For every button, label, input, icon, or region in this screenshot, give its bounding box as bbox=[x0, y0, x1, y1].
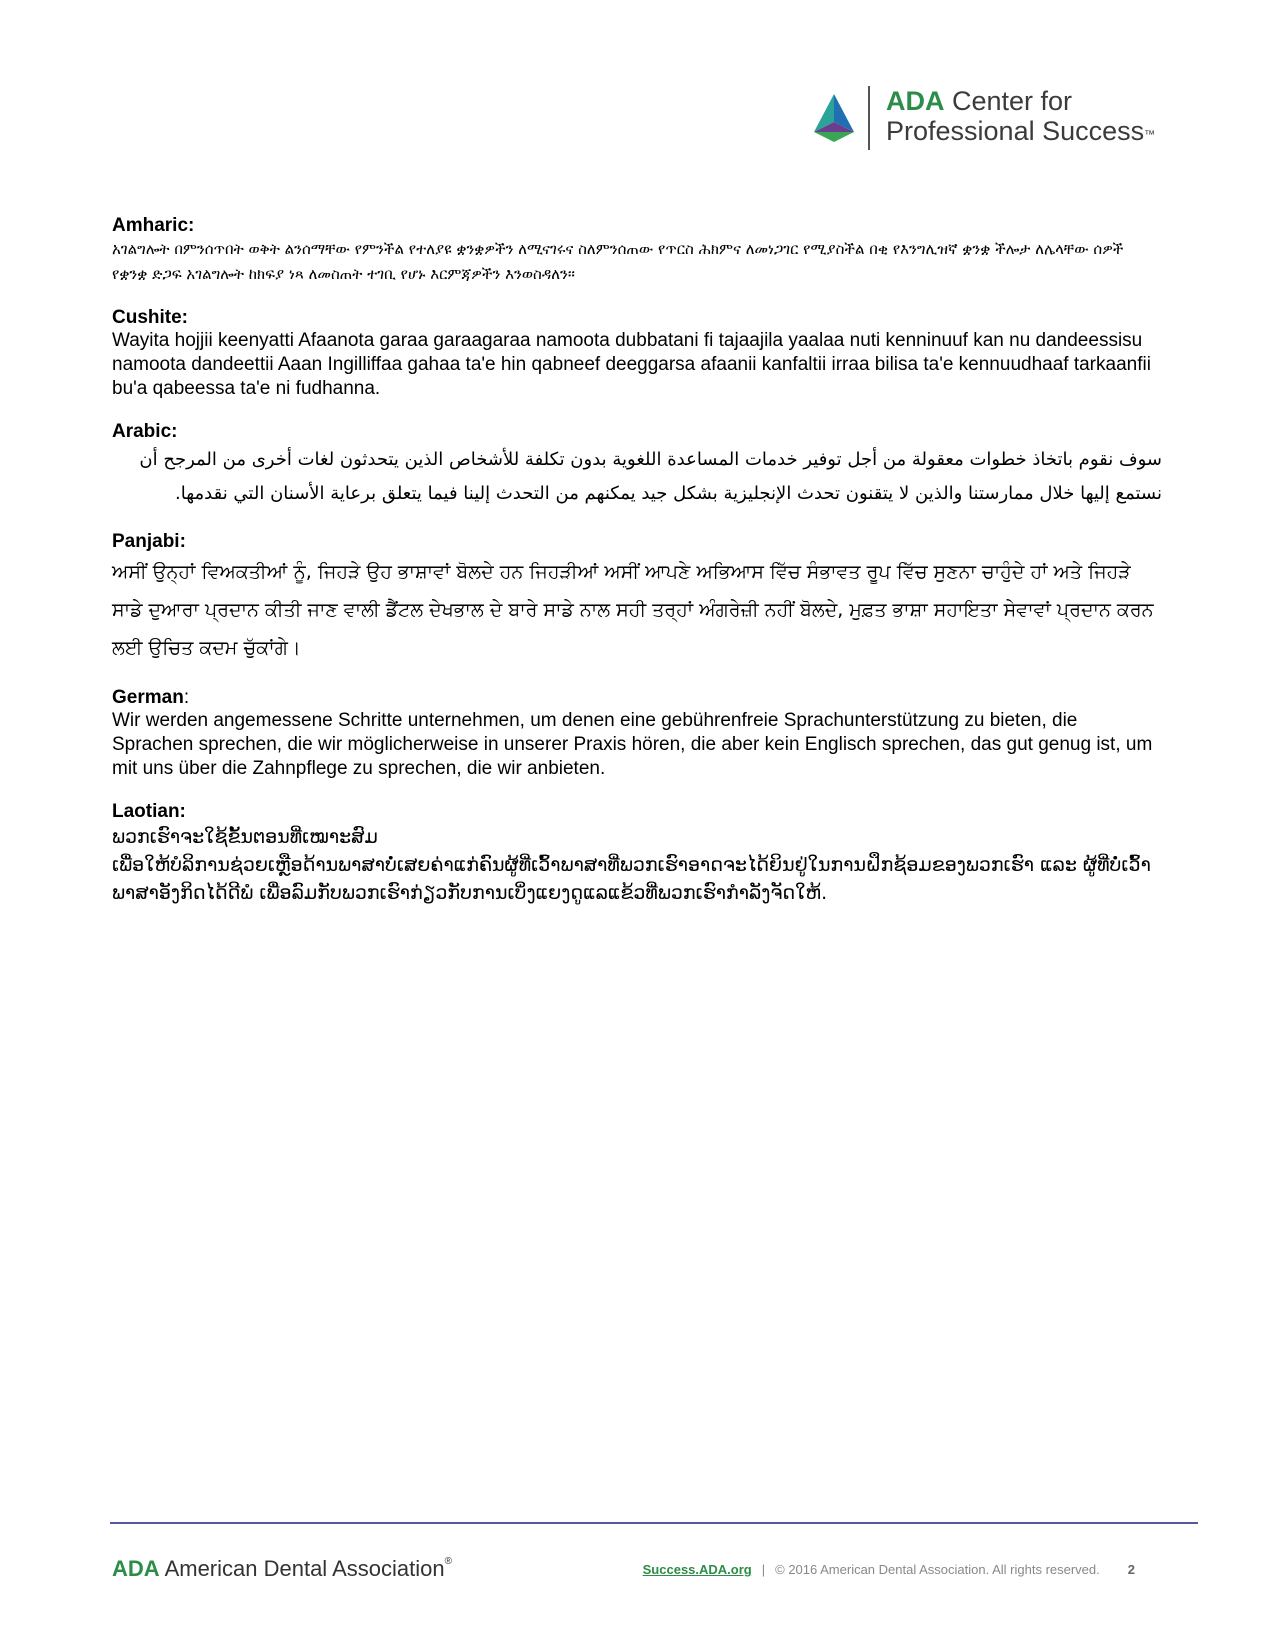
footer-right bbox=[643, 1562, 1135, 1577]
logo-line1: Center for bbox=[944, 86, 1073, 116]
section-arabic bbox=[112, 421, 1162, 511]
german-label-word: German bbox=[112, 687, 184, 708]
german-text: Wir werden angemessene Schritte unternehmen, um denen eine gebührenfreie Sprachunterstützung zu bieten, die Sprachen sprechen, die wir möglicherweise in unserer Praxis hören, die aber kein Englisch sprechen, das gut genug ist, um mit uns über die Zahnpflege zu sprechen, die wir anbieten. bbox=[112, 710, 1153, 779]
german-label bbox=[112, 687, 1162, 709]
cushite-text: Wayita hojjii keenyatti Afaanota garaa garaagaraa namoota dubbatani fi tajaajila yaalaa nuti kenninuuf kan nu dandeessisu namoota dandeettii Aaan Ingilliffaa gahaa ta'e hin qabneef deeggarsa afaanii kanfaltii irraa bilisa ta'e kennuudhaaf tarkaanfii bu'a qabeessa ta'e ni fudhanna. bbox=[112, 330, 1151, 399]
german-label-colon: : bbox=[183, 687, 190, 708]
panjabi-label: Panjabi: bbox=[112, 531, 186, 552]
amharic-text: አገልግሎት በምንሰጥበት ወቅት ልንሰማቸው የምንችል የተለያዩ ቋንቋዎችን ለሚናገሩና ስለምንሰጠው የጥርስ ሕክምና ለመነጋገር የሚያስችል በቂ የእንግሊዝኛ ቋንቋ ችሎታ ለሌላቸው ሰዎች የቋንቋ ድጋፍ አገልግሎት ከክፍያ ነጻ ለመስጠት ተገቢ የሆኑ እርምጃዎችን እንወስዳለን፡፡ bbox=[112, 240, 1124, 283]
section-german bbox=[112, 687, 1162, 781]
arabic-text: سوف نقوم باتخاذ خطوات معقولة من أجل توفير خدمات المساعدة اللغوية بدون تكلفة للأشخاص الذين يتحدثون لغات أخرى من المرجح أن نستمع إليها خلال ممارستنا والذين لا يتقنون تحدث الإنجليزية بشكل جيد يمكنهم من التحدث إلينا فيما يتعلق برعاية الأسنان التي نقدمها. bbox=[139, 449, 1162, 504]
ada-triangle-logo-icon bbox=[806, 92, 862, 144]
header-logo bbox=[806, 86, 1186, 152]
amharic-label: Amharic: bbox=[112, 215, 195, 236]
logo-line2: Professional Success bbox=[886, 116, 1145, 146]
logo-tm: ™ bbox=[1144, 129, 1156, 141]
footer-brand bbox=[112, 1556, 452, 1582]
section-amharic bbox=[112, 215, 1162, 287]
cushite-label: Cushite: bbox=[112, 307, 188, 328]
laotian-text: ເພື່ອໃຫ້ບໍລິການຊ່ວຍເຫຼືອດ້ານພາສາບໍ່ເສຍຄ່າແກ່ຄົນຜູ້ທີ່ເວົ້າພາສາທີ່ພວກເຮົາອາດຈະໄດ້ຍິນຢູ່ໃນການຝຶກຊ້ອມຂອງພວກເຮົາ ແລະ ຜູ້ທີ່ບໍ່ເວົ້າພາສາອັງກິດໄດ້ດີພໍ ເພື່ອລົມກັບພວກເຮົາກ່ຽວກັບການເບິ່ງແຍງດູແລແຂ້ວທີ່ພວກເຮົາກໍາລັງຈັດໃຫ້. bbox=[112, 854, 1151, 904]
arabic-label: Arabic: bbox=[112, 421, 178, 442]
logo-accent: ADA bbox=[886, 86, 945, 116]
footer-copyright: © 2016 American Dental Association. All rights reserved. bbox=[775, 1562, 1100, 1577]
section-laotian bbox=[112, 801, 1162, 907]
laotian-label: Laotian: bbox=[112, 801, 186, 822]
laotian-line1: ພວກເຮົາຈະໃຊ້ຂັ້ນຕອນທີ່ເໝາະສົມ bbox=[112, 826, 378, 848]
page-number: 2 bbox=[1127, 1562, 1135, 1577]
footer-brand-name: American Dental Association bbox=[159, 1556, 445, 1581]
section-cushite bbox=[112, 307, 1162, 401]
panjabi-text: ਅਸੀਂ ਉਨ੍ਹਾਂ ਵਿਅਕਤੀਆਂ ਨੂੰ, ਜਿਹੜੇ ਉਹ ਭਾਸ਼ਾਵਾਂ ਬੋਲਦੇ ਹਨ ਜਿਹੜੀਆਂ ਅਸੀਂ ਆਪਣੇ ਅਭਿਆਸ ਵਿੱਚ ਸੰਭਾਵਤ ਰੂਪ ਵਿੱਚ ਸੁਣਨਾ ਚਾਹੁੰਦੇ ਹਾਂ ਅਤੇ ਜਿਹੜੇ ਸਾਡੇ ਦੁਆਰਾ ਪ੍ਰਦਾਨ ਕੀਤੀ ਜਾਣ ਵਾਲੀ ਡੈਂਟਲ ਦੇਖਭਾਲ ਦੇ ਬਾਰੇ ਸਾਡੇ ਨਾਲ ਸਹੀ ਤਰ੍ਹਾਂ ਅੰਗਰੇਜ਼ੀ ਨਹੀਂ ਬੋਲਦੇ, ਮੁਫ਼ਤ ਭਾਸ਼ਾ ਸਹਾਇਤਾ ਸੇਵਾਵਾਂ ਪ੍ਰਦਾਨ ਕਰਨ ਲਈ ਉਚਿਤ ਕਦਮ ਚੁੱਕਾਂਗੇ। bbox=[112, 561, 1154, 659]
logo-text bbox=[886, 86, 1155, 146]
logo-divider bbox=[868, 86, 870, 150]
footer-brand-accent: ADA bbox=[112, 1556, 160, 1581]
footer-link[interactable]: Success.ADA.org bbox=[642, 1562, 752, 1577]
document-content bbox=[112, 215, 1162, 927]
footer-separator: | bbox=[761, 1562, 766, 1577]
footer-brand-reg: ® bbox=[444, 1556, 452, 1567]
footer-divider bbox=[110, 1522, 1198, 1524]
section-panjabi bbox=[112, 531, 1162, 667]
